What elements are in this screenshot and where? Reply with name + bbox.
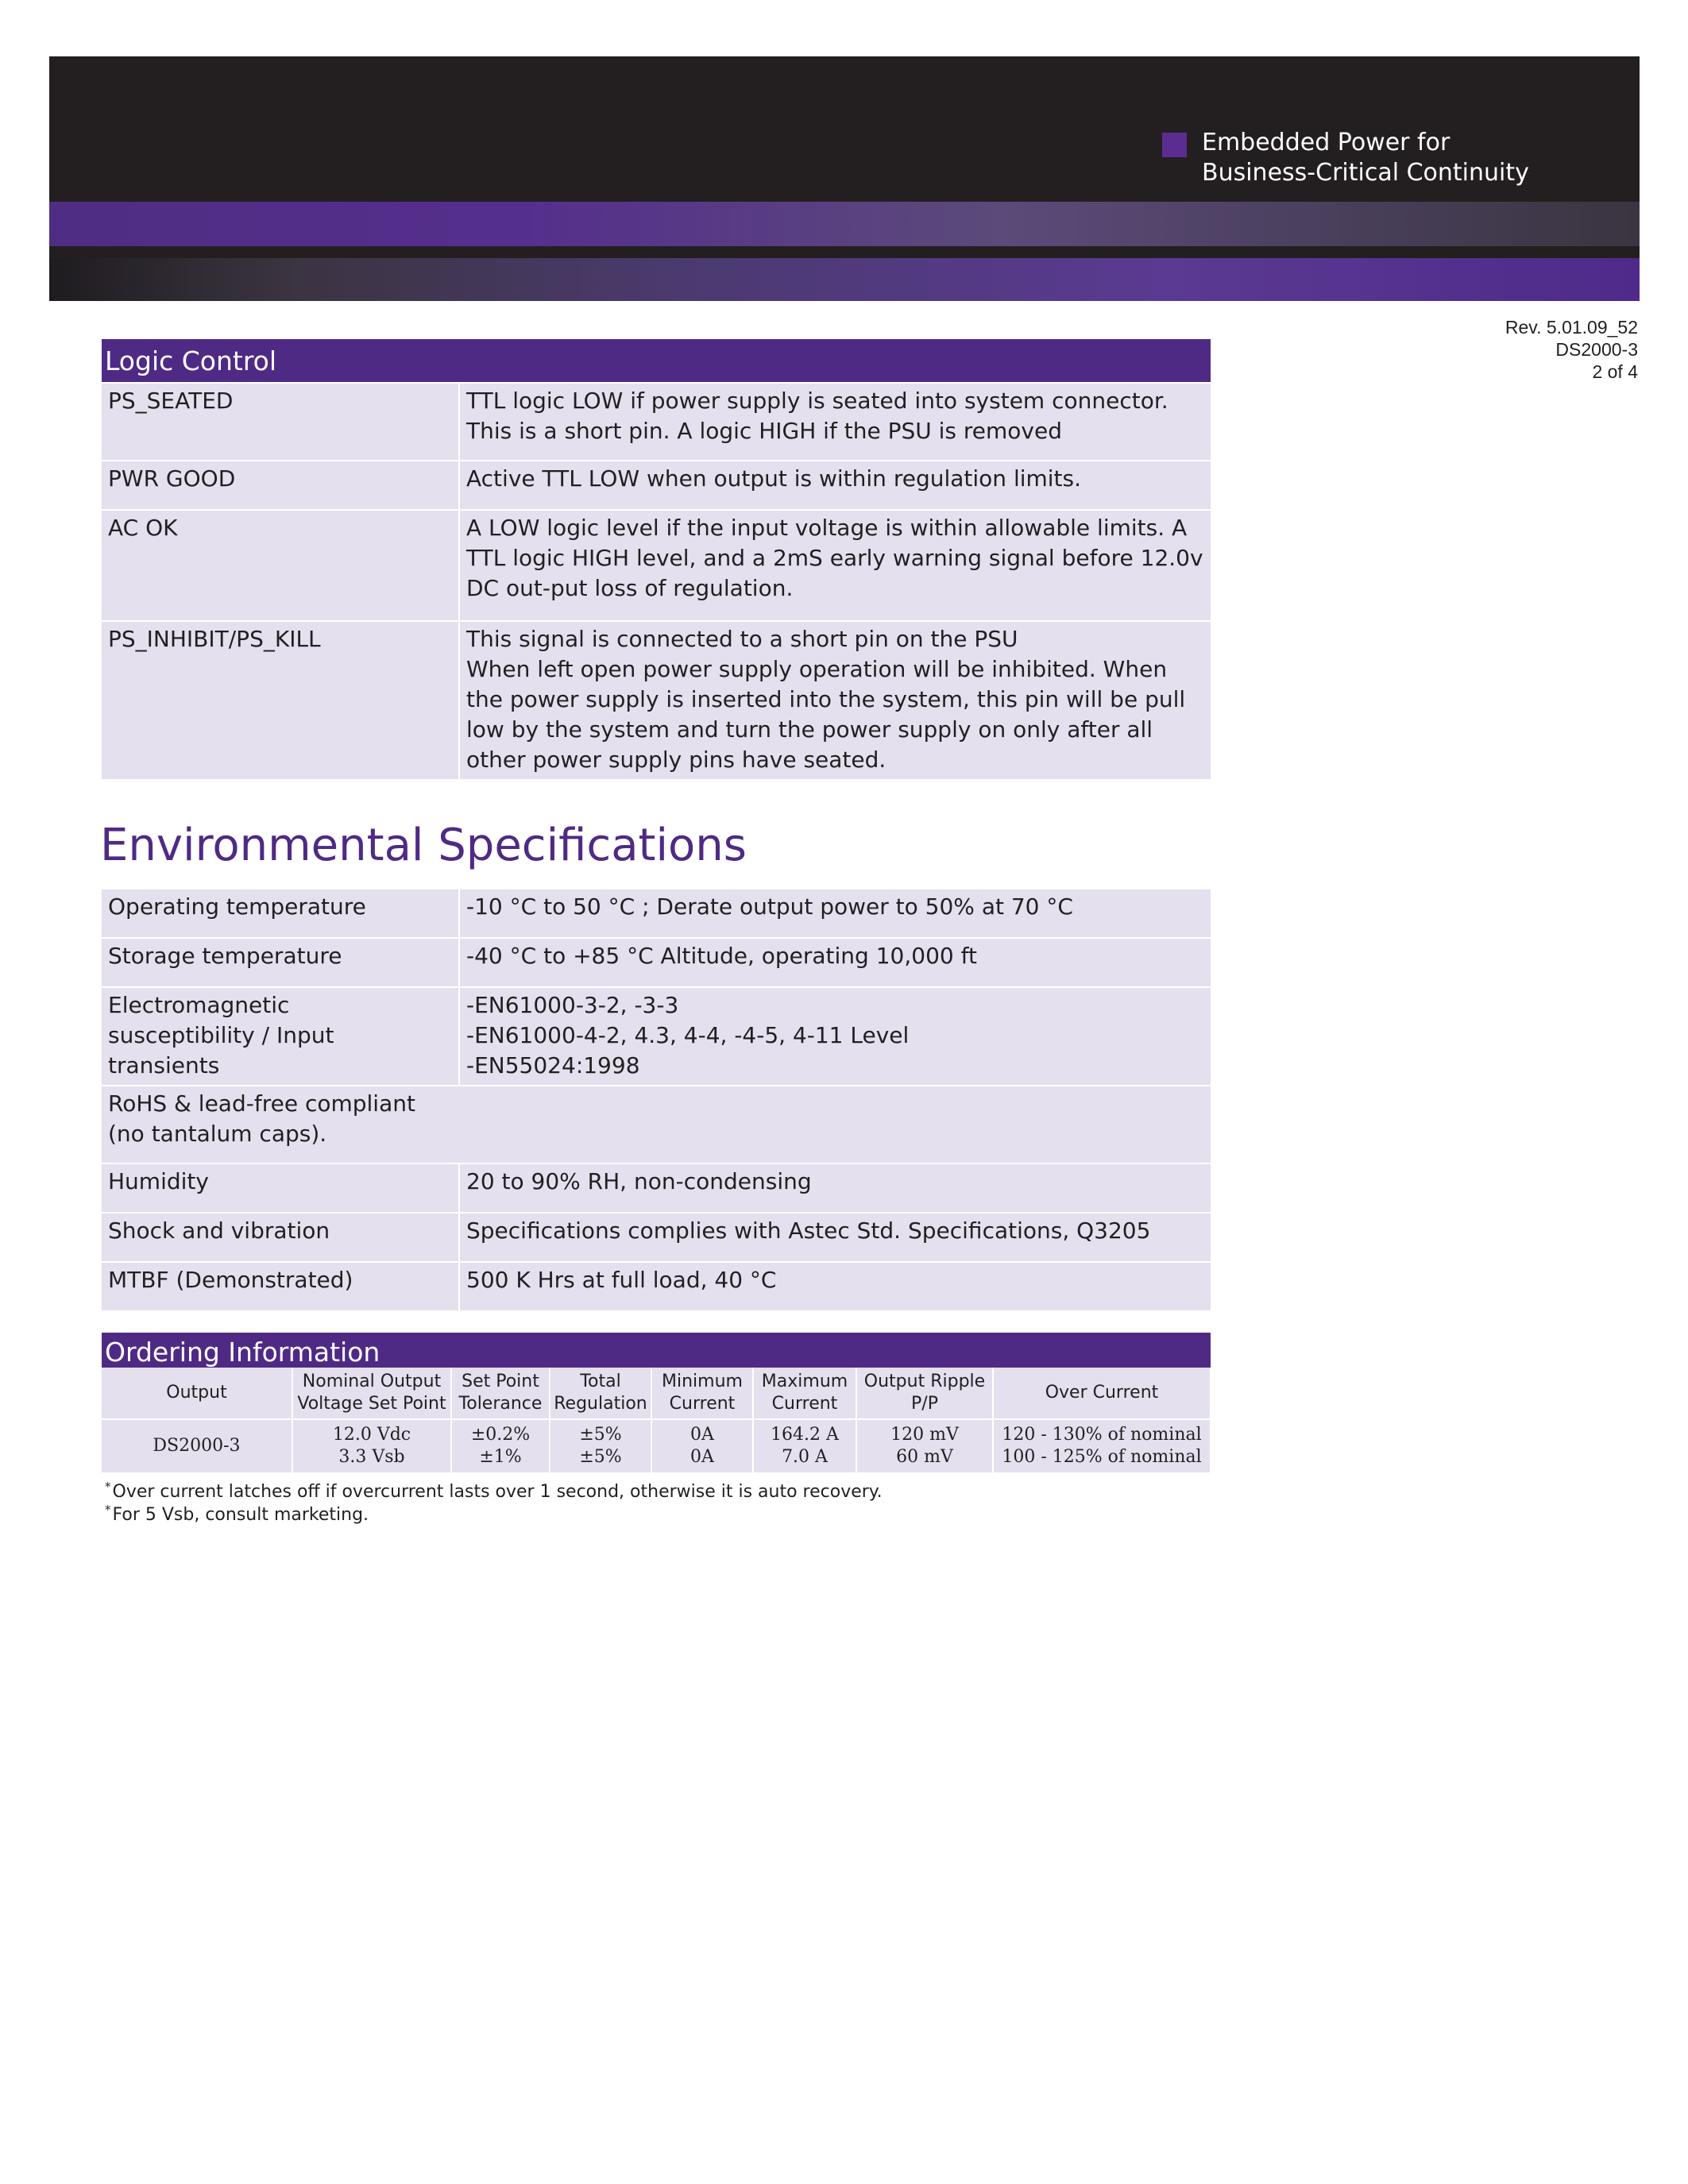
table-row (102, 987, 1211, 1086)
table-header-row (102, 1368, 1211, 1419)
set-point-tolerance: ±0.2% ±1% (451, 1419, 550, 1473)
table-row (102, 1086, 1211, 1163)
spec-name: Shock and vibration (102, 1213, 459, 1262)
column-header: Output (102, 1368, 292, 1419)
spec-name-line: RoHS & lead-free compliant (108, 1090, 415, 1117)
spec-name: MTBF (Demonstrated) (102, 1262, 459, 1310)
column-header: Output Ripple P/P (856, 1368, 993, 1419)
ordering-table (102, 1368, 1211, 1474)
spec-name: Operating temperature (102, 889, 459, 938)
table-row (102, 510, 1211, 621)
signal-name: PS_SEATED (102, 383, 459, 461)
revision-block (1505, 316, 1638, 383)
spec-value: -10 °C to 50 °C ; Derate output power to 50% at 70 °C (459, 889, 1211, 938)
spec-value: 500 K Hrs at full load, 40 °C (459, 1262, 1211, 1310)
spec-value-line: -EN61000-4-2, 4.3, 4-4, -4-5, 4-11 Level (466, 1022, 910, 1048)
tagline-line-1: Embedded Power for (1202, 129, 1450, 156)
spec-value-line: -EN61000-3-2, -3-3 (466, 992, 679, 1018)
revision-number: Rev. 5.01.09_52 (1505, 317, 1638, 338)
document-id: DS2000-3 (1555, 339, 1638, 360)
table-row (102, 1419, 1211, 1473)
spec-name: Storage temperature (102, 938, 459, 987)
signal-name: PS_INHIBIT/PS_KILL (102, 621, 459, 779)
output-ripple: 120 mV 60 mV (856, 1419, 993, 1473)
footnote-mark: * (105, 1502, 111, 1517)
banner-stripe-bottom (49, 258, 1640, 301)
spec-value (459, 987, 1211, 1086)
footnotes (105, 1480, 883, 1526)
brand-tagline (1202, 128, 1615, 188)
header-banner (49, 56, 1640, 301)
spec-value: Specifications complies with Astec Std. Specifications, Q3205 (459, 1213, 1211, 1262)
column-header: Minimum Current (651, 1368, 753, 1419)
spec-name-line: Electromagnetic (108, 992, 290, 1018)
table-row (102, 621, 1211, 779)
footnote-mark: * (105, 1479, 111, 1494)
table-row (102, 1163, 1211, 1213)
signal-name: AC OK (102, 510, 459, 621)
spec-name: Humidity (102, 1163, 459, 1213)
footnote-text: Over current latches off if overcurrent lasts over 1 second, otherwise it is auto recovery. (112, 1482, 883, 1502)
signal-description-line: This signal is connected to a short pin on the PSU (466, 626, 1018, 652)
spec-name (102, 987, 459, 1086)
table-row (102, 938, 1211, 987)
brand-square-icon (1162, 133, 1187, 157)
ordering-information-title: Ordering Information (102, 1333, 1211, 1369)
maximum-current: 164.2 A 7.0 A (753, 1419, 856, 1473)
column-header: Over Current (993, 1368, 1211, 1419)
signal-description-line: When left open power supply operation will be inhibited. When the power supply is inserted into the system, this pin will be pull low by the system and turn the power supply on only after all other power supply pins have seated. (466, 656, 1186, 773)
column-header: Total Regulation (550, 1368, 651, 1419)
signal-description: TTL logic LOW if power supply is seated into system connector. This is a short pin. A logic HIGH if the PSU is removed (459, 383, 1211, 461)
signal-description (459, 621, 1211, 779)
spec-name-line: (no tantalum caps). (108, 1121, 327, 1147)
table-row (102, 1213, 1211, 1262)
environmental-table (102, 888, 1211, 1310)
minimum-current: 0A 0A (651, 1419, 753, 1473)
spec-name-line: susceptibility / Input transients (108, 1022, 334, 1078)
total-regulation: ±5% ±5% (550, 1419, 651, 1473)
table-row (102, 461, 1211, 510)
column-header: Set Point Tolerance (451, 1368, 550, 1419)
output-model: DS2000-3 (102, 1419, 292, 1473)
signal-description: Active TTL LOW when output is within regulation limits. (459, 461, 1211, 510)
footnote (105, 1480, 883, 1503)
table-row (102, 1262, 1211, 1310)
table-row (102, 889, 1211, 938)
logic-control-table (102, 382, 1211, 779)
spec-value: 20 to 90% RH, non-condensing (459, 1163, 1211, 1213)
over-current: 120 - 130% of nominal 100 - 125% of nominal (993, 1419, 1211, 1473)
table-row (102, 383, 1211, 461)
page-number: 2 of 4 (1592, 361, 1638, 382)
signal-description: A LOW logic level if the input voltage is within allowable limits. A TTL logic HIGH level, and a 2mS early warning signal before 12.0v DC out-put loss of regulation. (459, 510, 1211, 621)
spec-value-line: -EN55024:1998 (466, 1052, 640, 1078)
section-heading: Environmental Specifications (100, 820, 747, 871)
logic-control-title: Logic Control (102, 339, 1211, 382)
signal-name: PWR GOOD (102, 461, 459, 510)
spec-value: -40 °C to +85 °C Altitude, operating 10,000 ft (459, 938, 1211, 987)
tagline-line-2: Business-Critical Continuity (1202, 159, 1529, 187)
column-header: Nominal Output Voltage Set Point (292, 1368, 451, 1419)
banner-stripe-top (49, 202, 1640, 246)
footnote (105, 1503, 883, 1526)
spec-name (102, 1086, 1211, 1163)
voltage-set-point: 12.0 Vdc 3.3 Vsb (292, 1419, 451, 1473)
column-header: Maximum Current (753, 1368, 856, 1419)
footnote-text: For 5 Vsb, consult marketing. (112, 1505, 369, 1525)
